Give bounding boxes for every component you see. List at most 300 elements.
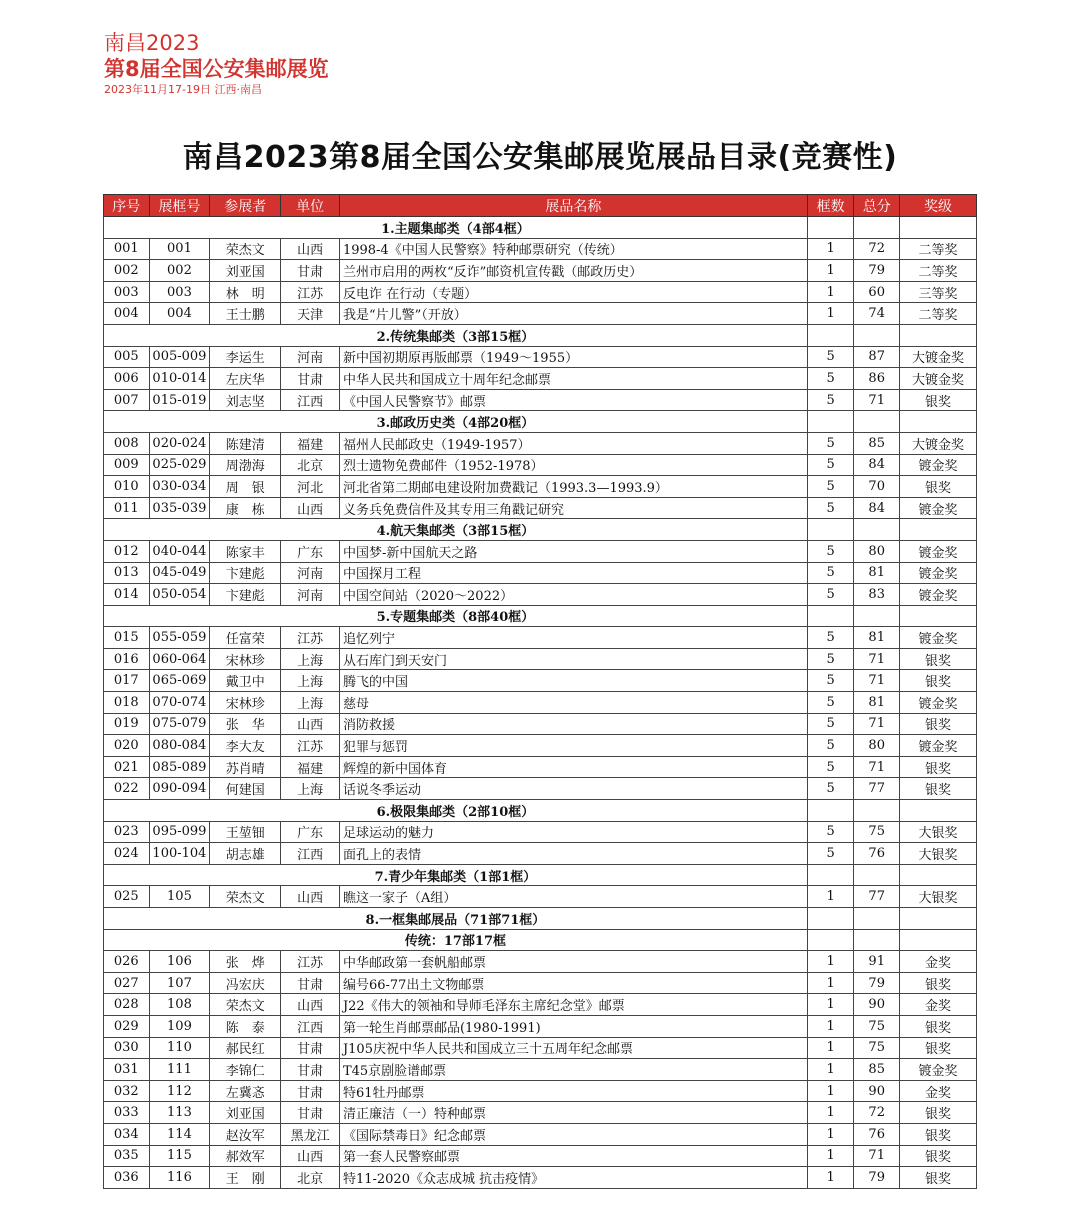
cell-exhibit-name: 特11-2020《众志成城 抗击疫情》 [339,1167,807,1189]
table-row [104,756,977,778]
cell-unit: 甘肃 [281,1080,340,1102]
cell-unit: 江西 [281,843,340,865]
cell-score: 77 [854,886,900,908]
cell-award: 金奖 [899,994,976,1016]
table-row [104,843,977,865]
cell-frames: 1 [807,238,854,260]
table-row [104,648,977,670]
cell-frames: 5 [807,584,854,606]
cell-award: 二等奖 [899,260,976,282]
cell-score: 72 [854,1102,900,1124]
cell-seq: 023 [104,821,150,843]
category-title: 4.航天集邮类（3部15框） [104,519,808,541]
cell-exhibitor: 苏肖晴 [210,756,281,778]
cell-score: 71 [854,389,900,411]
cell-seq: 024 [104,843,150,865]
cell-frame-no: 001 [149,238,210,260]
category-empty-cell [854,800,900,822]
cell-exhibit-name: J105庆祝中华人民共和国成立三十五周年纪念邮票 [339,1037,807,1059]
cell-seq: 016 [104,648,150,670]
page-title: 南昌2023第8届全国公安集邮展览展品目录(竞赛性) [182,140,898,175]
cell-frame-no: 050-054 [149,584,210,606]
cell-award: 银奖 [899,1123,976,1145]
cell-unit: 广东 [281,821,340,843]
logo-date-location: 2023年11月17-19日 江西·南昌 [104,83,262,96]
cell-unit: 黑龙江 [281,1123,340,1145]
cell-frame-no: 030-034 [149,476,210,498]
table-row [104,994,977,1016]
category-empty-cell [899,800,976,822]
category-empty-cell [854,605,900,627]
cell-score: 70 [854,476,900,498]
cell-exhibit-name: 话说冬季运动 [339,778,807,800]
cell-frame-no: 045-049 [149,562,210,584]
cell-exhibit-name: 河北省第二期邮电建设附加费戳记（1993.3—1993.9） [339,476,807,498]
cell-frame-no: 105 [149,886,210,908]
exhibit-catalog-table [103,194,977,1189]
cell-frame-no: 070-074 [149,692,210,714]
cell-exhibitor: 康 栋 [210,497,281,519]
cell-award: 银奖 [899,972,976,994]
cell-score: 85 [854,1059,900,1081]
cell-frame-no: 108 [149,994,210,1016]
cell-score: 84 [854,454,900,476]
cell-seq: 034 [104,1123,150,1145]
cell-exhibit-name: 义务兵免费信件及其专用三角戳记研究 [339,497,807,519]
cell-exhibitor: 荣杰文 [210,238,281,260]
header-score: 总分 [854,195,900,217]
category-empty-cell [899,864,976,886]
cell-frames: 1 [807,1037,854,1059]
cell-score: 75 [854,821,900,843]
cell-frames: 5 [807,432,854,454]
cell-exhibit-name: 1998-4《中国人民警察》特种邮票研究（传统） [339,238,807,260]
exhibition-logo [104,30,329,97]
cell-exhibit-name: 中华邮政第一套帆船邮票 [339,951,807,973]
cell-exhibit-name: 消防救援 [339,713,807,735]
cell-frames: 5 [807,713,854,735]
category-title: 8.一框集邮展品（71部71框） [104,908,808,930]
cell-unit: 河南 [281,562,340,584]
cell-frames: 5 [807,735,854,757]
cell-seq: 029 [104,1015,150,1037]
category-row [104,519,977,541]
category-title: 3.邮政历史类（4部20框） [104,411,808,433]
cell-frames: 1 [807,1102,854,1124]
category-row [104,800,977,822]
cell-award: 银奖 [899,389,976,411]
table-row [104,281,977,303]
cell-frames: 1 [807,972,854,994]
table-row [104,1102,977,1124]
cell-exhibitor: 刘亚国 [210,260,281,282]
cell-award: 镀金奖 [899,562,976,584]
cell-frame-no: 090-094 [149,778,210,800]
table-row [104,562,977,584]
cell-seq: 011 [104,497,150,519]
cell-frames: 5 [807,476,854,498]
table-row [104,540,977,562]
cell-frames: 1 [807,1145,854,1167]
cell-frames: 5 [807,346,854,368]
category-empty-cell [854,519,900,541]
category-empty-cell [854,929,900,951]
cell-seq: 002 [104,260,150,282]
cell-score: 76 [854,1123,900,1145]
category-empty-cell [899,908,976,930]
cell-award: 大镀金奖 [899,368,976,390]
cell-frame-no: 116 [149,1167,210,1189]
cell-unit: 甘肃 [281,1059,340,1081]
cell-frame-no: 005-009 [149,346,210,368]
cell-frames: 1 [807,994,854,1016]
cell-exhibitor: 李运生 [210,346,281,368]
cell-score: 79 [854,1167,900,1189]
cell-seq: 015 [104,627,150,649]
cell-award: 银奖 [899,648,976,670]
cell-frame-no: 015-019 [149,389,210,411]
cell-unit: 江苏 [281,735,340,757]
category-row [104,605,977,627]
table-row [104,627,977,649]
cell-frame-no: 035-039 [149,497,210,519]
header-award: 奖级 [899,195,976,217]
cell-frame-no: 110 [149,1037,210,1059]
table-row [104,1167,977,1189]
cell-exhibitor: 陈 泰 [210,1015,281,1037]
cell-award: 银奖 [899,476,976,498]
cell-exhibitor: 王士鹏 [210,303,281,325]
table-header-row [104,195,977,217]
cell-exhibit-name: 我是“片儿警”（开放） [339,303,807,325]
cell-exhibitor: 宋林珍 [210,648,281,670]
category-empty-cell [807,864,854,886]
cell-score: 76 [854,843,900,865]
cell-award: 银奖 [899,670,976,692]
category-row [104,864,977,886]
category-row [104,929,977,951]
cell-frames: 1 [807,281,854,303]
cell-frames: 1 [807,1167,854,1189]
cell-unit: 福建 [281,756,340,778]
cell-frame-no: 040-044 [149,540,210,562]
cell-seq: 032 [104,1080,150,1102]
cell-award: 银奖 [899,778,976,800]
cell-seq: 018 [104,692,150,714]
cell-award: 银奖 [899,1102,976,1124]
category-empty-cell [807,605,854,627]
category-empty-cell [807,519,854,541]
category-empty-cell [899,519,976,541]
cell-exhibitor: 郝效军 [210,1145,281,1167]
logo-city-year: 南昌2023 [104,31,200,55]
cell-frames: 5 [807,627,854,649]
cell-score: 90 [854,1080,900,1102]
cell-score: 91 [854,951,900,973]
cell-award: 三等奖 [899,281,976,303]
cell-exhibitor: 王 刚 [210,1167,281,1189]
cell-score: 80 [854,735,900,757]
cell-frame-no: 095-099 [149,821,210,843]
category-empty-cell [899,929,976,951]
category-empty-cell [899,217,976,239]
header-exhibitor: 参展者 [210,195,281,217]
cell-seq: 035 [104,1145,150,1167]
cell-seq: 030 [104,1037,150,1059]
cell-award: 大镀金奖 [899,346,976,368]
cell-unit: 江苏 [281,951,340,973]
table-row [104,692,977,714]
cell-frame-no: 100-104 [149,843,210,865]
category-empty-cell [807,800,854,822]
cell-frame-no: 111 [149,1059,210,1081]
cell-frames: 5 [807,692,854,714]
category-row [104,908,977,930]
cell-score: 74 [854,303,900,325]
category-row [104,411,977,433]
table-row [104,303,977,325]
cell-exhibitor: 荣杰文 [210,886,281,908]
cell-exhibit-name: 反电诈 在行动（专题） [339,281,807,303]
cell-score: 71 [854,713,900,735]
header-unit: 单位 [281,195,340,217]
cell-exhibit-name: 辉煌的新中国体育 [339,756,807,778]
header-frame-no: 展框号 [149,195,210,217]
cell-award: 银奖 [899,1037,976,1059]
category-empty-cell [807,929,854,951]
category-empty-cell [899,324,976,346]
cell-exhibit-name: 《中国人民警察节》邮票 [339,389,807,411]
cell-frame-no: 113 [149,1102,210,1124]
cell-frame-no: 115 [149,1145,210,1167]
cell-exhibit-name: 第一套人民警察邮票 [339,1145,807,1167]
cell-exhibitor: 陈家丰 [210,540,281,562]
cell-score: 75 [854,1015,900,1037]
table-row [104,1037,977,1059]
cell-award: 镀金奖 [899,497,976,519]
cell-award: 大银奖 [899,886,976,908]
cell-seq: 009 [104,454,150,476]
cell-frames: 5 [807,821,854,843]
cell-seq: 021 [104,756,150,778]
table-row [104,1015,977,1037]
cell-exhibitor: 李大友 [210,735,281,757]
cell-frame-no: 055-059 [149,627,210,649]
table-row [104,1080,977,1102]
cell-score: 83 [854,584,900,606]
cell-unit: 甘肃 [281,260,340,282]
category-empty-cell [854,908,900,930]
table-row [104,238,977,260]
cell-seq: 013 [104,562,150,584]
cell-frames: 5 [807,497,854,519]
cell-exhibit-name: T45京剧脸谱邮票 [339,1059,807,1081]
table-row [104,778,977,800]
header-exhibit-name: 展品名称 [339,195,807,217]
cell-exhibit-name: 第一轮生肖邮票邮品(1980-1991) [339,1015,807,1037]
cell-frame-no: 002 [149,260,210,282]
cell-frames: 5 [807,562,854,584]
cell-score: 71 [854,1145,900,1167]
table-row [104,584,977,606]
category-title: 7.青少年集邮类（1部1框） [104,864,808,886]
table-row [104,432,977,454]
cell-award: 镀金奖 [899,692,976,714]
cell-exhibit-name: 烈士遗物免费邮件（1952-1978） [339,454,807,476]
table-body [104,217,977,1189]
cell-exhibitor: 陈建清 [210,432,281,454]
cell-frames: 5 [807,648,854,670]
table-row [104,368,977,390]
cell-frames: 5 [807,540,854,562]
cell-seq: 019 [104,713,150,735]
category-title: 传统：17部17框 [104,929,808,951]
cell-seq: 026 [104,951,150,973]
category-empty-cell [854,411,900,433]
cell-score: 71 [854,756,900,778]
cell-exhibitor: 张 烨 [210,951,281,973]
cell-award: 二等奖 [899,238,976,260]
table-row [104,951,977,973]
cell-score: 79 [854,972,900,994]
cell-seq: 028 [104,994,150,1016]
table-row [104,1059,977,1081]
cell-score: 81 [854,562,900,584]
cell-exhibitor: 左庆华 [210,368,281,390]
category-empty-cell [807,217,854,239]
table-row [104,260,977,282]
cell-award: 银奖 [899,1145,976,1167]
cell-exhibit-name: 足球运动的魅力 [339,821,807,843]
cell-exhibitor: 周 银 [210,476,281,498]
category-title: 5.专题集邮类（8部40框） [104,605,808,627]
cell-exhibit-name: 福州人民邮政史（1949-1957） [339,432,807,454]
table-row [104,1123,977,1145]
table-row [104,735,977,757]
cell-unit: 甘肃 [281,1102,340,1124]
cell-unit: 上海 [281,778,340,800]
cell-frames: 5 [807,843,854,865]
cell-unit: 山西 [281,994,340,1016]
cell-exhibitor: 王堃钿 [210,821,281,843]
cell-exhibitor: 胡志雄 [210,843,281,865]
cell-score: 81 [854,627,900,649]
cell-unit: 山西 [281,238,340,260]
table-row [104,821,977,843]
cell-frame-no: 114 [149,1123,210,1145]
cell-unit: 河北 [281,476,340,498]
cell-seq: 025 [104,886,150,908]
cell-exhibitor: 卞建彪 [210,562,281,584]
cell-exhibitor: 林 明 [210,281,281,303]
cell-exhibitor: 刘亚国 [210,1102,281,1124]
cell-unit: 福建 [281,432,340,454]
cell-frames: 5 [807,368,854,390]
cell-exhibitor: 何建国 [210,778,281,800]
cell-award: 二等奖 [899,303,976,325]
cell-unit: 江西 [281,389,340,411]
cell-score: 77 [854,778,900,800]
cell-frame-no: 060-064 [149,648,210,670]
table-row [104,346,977,368]
cell-frames: 5 [807,389,854,411]
cell-frames: 1 [807,1123,854,1145]
cell-unit: 河南 [281,584,340,606]
cell-seq: 031 [104,1059,150,1081]
cell-seq: 022 [104,778,150,800]
cell-exhibitor: 左冀忞 [210,1080,281,1102]
cell-score: 60 [854,281,900,303]
table-row [104,454,977,476]
cell-exhibit-name: 从石库门到天安门 [339,648,807,670]
cell-award: 镀金奖 [899,735,976,757]
cell-frames: 5 [807,454,854,476]
cell-unit: 山西 [281,713,340,735]
cell-exhibit-name: 新中国初期原再版邮票（1949～1955） [339,346,807,368]
cell-seq: 005 [104,346,150,368]
category-empty-cell [807,324,854,346]
category-empty-cell [899,411,976,433]
cell-seq: 004 [104,303,150,325]
cell-score: 79 [854,260,900,282]
category-empty-cell [807,908,854,930]
cell-exhibit-name: 瞧这一家子（A组） [339,886,807,908]
cell-seq: 033 [104,1102,150,1124]
cell-unit: 上海 [281,648,340,670]
cell-seq: 003 [104,281,150,303]
cell-unit: 天津 [281,303,340,325]
cell-award: 银奖 [899,1167,976,1189]
cell-frame-no: 020-024 [149,432,210,454]
cell-award: 镀金奖 [899,1059,976,1081]
cell-award: 镀金奖 [899,454,976,476]
cell-unit: 山西 [281,1145,340,1167]
cell-frames: 1 [807,1059,854,1081]
cell-frames: 5 [807,756,854,778]
cell-seq: 027 [104,972,150,994]
cell-exhibitor: 赵汝军 [210,1123,281,1145]
category-empty-cell [854,217,900,239]
cell-score: 75 [854,1037,900,1059]
cell-score: 85 [854,432,900,454]
cell-frames: 1 [807,1015,854,1037]
cell-unit: 江西 [281,1015,340,1037]
cell-seq: 008 [104,432,150,454]
cell-award: 金奖 [899,951,976,973]
cell-frame-no: 080-084 [149,735,210,757]
category-empty-cell [854,324,900,346]
cell-seq: 007 [104,389,150,411]
table-row [104,972,977,994]
cell-exhibit-name: 《国际禁毒日》纪念邮票 [339,1123,807,1145]
cell-unit: 江苏 [281,281,340,303]
cell-frame-no: 109 [149,1015,210,1037]
cell-exhibit-name: 慈母 [339,692,807,714]
cell-award: 银奖 [899,756,976,778]
cell-unit: 河南 [281,346,340,368]
table-row [104,497,977,519]
cell-score: 72 [854,238,900,260]
cell-exhibit-name: 腾飞的中国 [339,670,807,692]
cell-frames: 1 [807,951,854,973]
cell-award: 镀金奖 [899,584,976,606]
table-row [104,389,977,411]
cell-exhibitor: 宋林珍 [210,692,281,714]
category-title: 6.极限集邮类（2部10框） [104,800,808,822]
header-seq: 序号 [104,195,150,217]
cell-unit: 山西 [281,497,340,519]
cell-frame-no: 065-069 [149,670,210,692]
